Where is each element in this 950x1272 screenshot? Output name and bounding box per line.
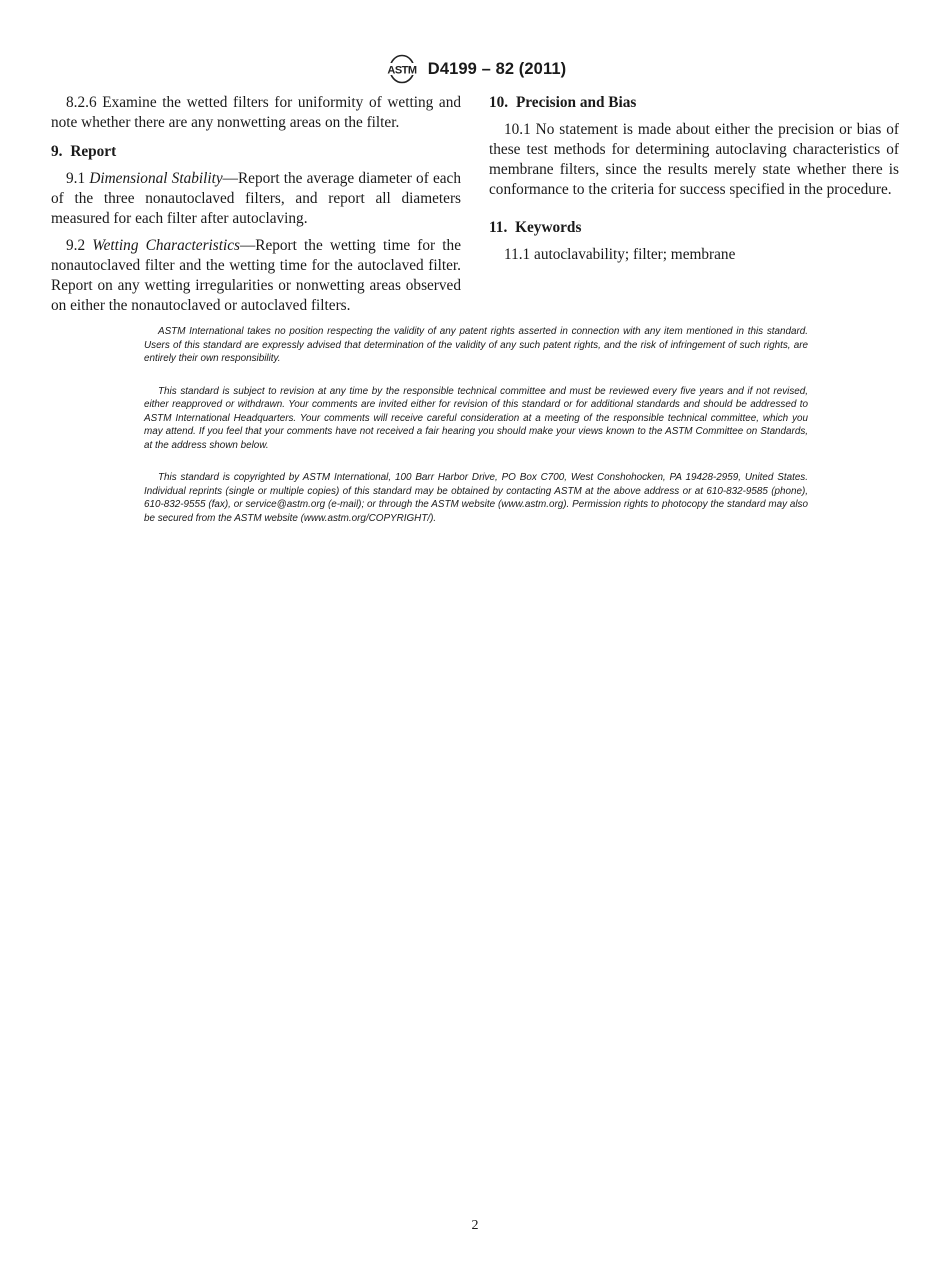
section-number: 9. [51, 143, 63, 160]
revision-notice: This standard is subject to revision at any time by the responsible technical committee and must be reviewed every five years and if not revised, either reapproved or withdrawn. Your comments are invited either for revision of this standard or for additional standards and should be addressed to ASTM International Headquarters. Your comments will receive careful consideration at a meeting of the responsible technical committee, which you may attend. If you feel that your comments have not received a fair hearing you should make your views known to the ASTM Committee on Standards, at the address shown below. [144, 385, 808, 451]
copyright-notice: This standard is copyrighted by ASTM International, 100 Barr Harbor Drive, PO Box C700, West Conshohocken, PA 19428-2959, United States. Individual reprints (single or multiple copies) of this standard may be obtained by contacting ASTM at the above address or at 610-832-9585 (phone), 610-832-9555 (fax), or service@astm.org (e-mail); or through the ASTM website (www.astm.org). Permission rights to photocopy the standard may also be secured from the ASTM website (www.astm.org/COPYRIGHT/). [144, 472, 808, 524]
standard-designation: D4199 – 82 (2011) [427, 59, 567, 78]
section-10-heading [489, 93, 899, 113]
section-11-heading [489, 218, 899, 238]
astm-logo-icon [384, 54, 420, 84]
section-spacer [489, 200, 899, 209]
section-title: Report [70, 143, 117, 160]
paragraph-text: —Report the average diameter of each of the three nonautoclaved filters, and report all diameters measured for each filter after autoclaving. [51, 170, 461, 227]
section-9-heading [51, 142, 461, 162]
patent-notice: ASTM International takes no position respecting the validity of any patent rights asserted in connection with any item mentioned in this standard. Users of this standard are expressly advised that determination of the validity of any such patent rights, and the risk of infringement of such rights, are entirely their own responsibility. [144, 326, 808, 364]
section-title: Keywords [515, 219, 582, 236]
paragraph-9-1 [51, 169, 461, 229]
page-header [0, 52, 950, 86]
section-number: 11. [489, 219, 508, 236]
left-column [51, 93, 461, 316]
section-number: 10. [489, 94, 509, 111]
paragraph-text: —Report the wetting time for the nonautoclaved filter and the wetting time for the autoclaved filter. Report on any wetting irregularities or nonwetting areas observed on either the nonautoclaved or autoclaved filters. [51, 237, 461, 314]
paragraph-8-2-6: 8.2.6 Examine the wetted filters for uniformity of wetting and note whether there are any nonwetting areas on the filter. [51, 94, 461, 131]
svg-text:ASTM: ASTM [387, 64, 417, 77]
paragraph-10-1: 10.1 No statement is made about either the precision or bias of these test methods for determining autoclaving characteristics of membrane filters, since the results merely state whether there is conformance to the criteria for success specified in the procedure. [489, 121, 899, 198]
page-number: 2 [471, 1218, 479, 1233]
paragraph-number: 9.2 [66, 237, 86, 254]
section-title: Precision and Bias [515, 94, 637, 111]
paragraph-9-2 [51, 236, 461, 316]
paragraph-number: 9.1 [66, 170, 86, 187]
term-dimensional-stability: Dimensional Stability [89, 170, 223, 187]
paragraph-11-1: 11.1 autoclavability; filter; membrane [504, 246, 736, 263]
legal-notices [144, 325, 808, 544]
term-wetting-characteristics: Wetting Characteristics [92, 237, 240, 254]
right-column [489, 93, 899, 265]
